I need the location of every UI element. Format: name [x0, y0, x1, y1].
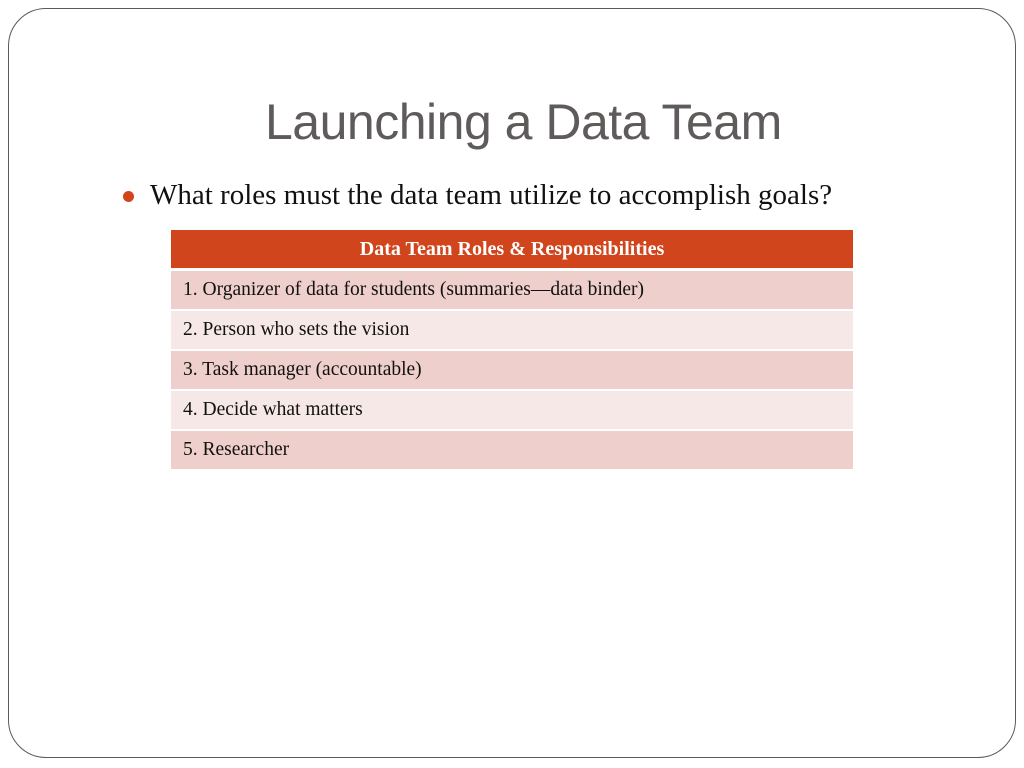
table-cell: 1. Organizer of data for students (summaries—data binder) [171, 270, 853, 311]
bullet-text: What roles must the data team utilize to accomplish goals? [150, 179, 833, 211]
roles-table [171, 230, 853, 469]
slide-title: Launching a Data Team [265, 94, 782, 150]
table-row [171, 310, 853, 350]
table-row [171, 390, 853, 430]
table-cell: 3. Task manager (accountable) [171, 350, 853, 390]
table-row [171, 350, 853, 390]
bullet-dot-icon [123, 191, 134, 202]
table-cell: 4. Decide what matters [171, 390, 853, 430]
table-header: Data Team Roles & Responsibilities [171, 230, 853, 270]
table-cell: 5. Researcher [171, 430, 853, 469]
table-row [171, 270, 853, 311]
bullet-item [123, 179, 832, 212]
table-row [171, 430, 853, 469]
table-cell: 2. Person who sets the vision [171, 310, 853, 350]
table-header-row [171, 230, 853, 270]
